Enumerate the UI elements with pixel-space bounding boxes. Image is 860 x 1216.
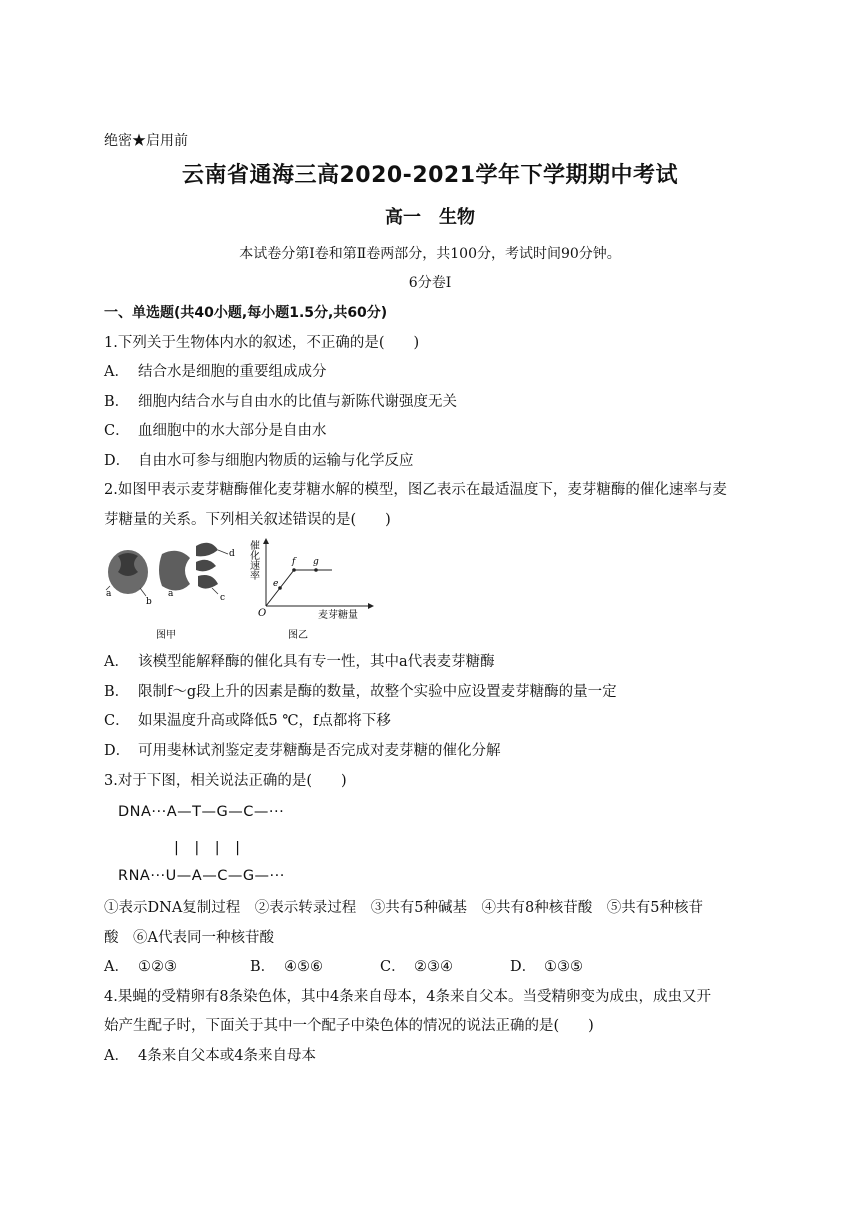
section-title: 一、单选题(共40小题,每小题1.5分,共60分) bbox=[104, 305, 388, 321]
base-pair-bonds: | | | | bbox=[174, 840, 241, 856]
option-text: 如果温度升高或降低5 ℃，f点都将下移 bbox=[138, 713, 391, 729]
point-e bbox=[278, 586, 282, 590]
option-letter: B． bbox=[104, 394, 130, 410]
q3-statements-line2: 酸 ⑥A代表同一种核苷酸 bbox=[104, 930, 274, 946]
option-text: ①②③ bbox=[138, 959, 177, 975]
dna-strand: DNA···A—T—G—C—··· bbox=[118, 804, 285, 820]
exam-info: 本试卷分第Ⅰ卷和第Ⅱ卷两部分，共100分，考试时间90分钟。 bbox=[239, 246, 621, 262]
label-a2: a bbox=[168, 589, 174, 599]
q4-stem-line2: 始产生配子时，下面关于其中一个配子中染色体的情况的说法正确的是( ) bbox=[104, 1018, 594, 1034]
label-c: c bbox=[220, 593, 226, 603]
option-text: 自由水可参与细胞内物质的运输与化学反应 bbox=[138, 453, 414, 469]
option-letter: C． bbox=[380, 959, 406, 975]
caption-figure-right: 图乙 bbox=[288, 630, 308, 641]
point-f bbox=[292, 568, 296, 572]
enzyme-shape-a2 bbox=[159, 551, 190, 591]
x-axis-arrow bbox=[368, 603, 374, 609]
product-shape-d-top bbox=[196, 543, 218, 557]
option-letter: B． bbox=[250, 959, 276, 975]
option-text: ②③④ bbox=[414, 959, 453, 975]
q3-option-b bbox=[250, 957, 380, 977]
q2-figure bbox=[100, 536, 400, 644]
option-text: 可用斐林试剂鉴定麦芽糖酶是否完成对麦芽糖的催化分解 bbox=[138, 743, 501, 759]
x-axis-label: 麦芽糖量 bbox=[318, 610, 358, 621]
option-text: ①③⑤ bbox=[544, 959, 583, 975]
q2-stem-line2: 芽糖量的关系。下列相关叙述错误的是( ) bbox=[104, 512, 391, 528]
label-d: d bbox=[229, 549, 235, 559]
enzyme-model bbox=[106, 543, 235, 641]
q1-option-d bbox=[104, 451, 414, 471]
q4-stem-line1: 4.果蝇的受精卵有8条染色体，其中4条来自母本，4条来自父本。当受精卵变为成虫，成虫又开 bbox=[104, 989, 712, 1005]
product-shape-d-mid bbox=[196, 560, 216, 572]
option-letter: D． bbox=[104, 743, 131, 759]
q2-option-c bbox=[104, 711, 391, 731]
option-text: 该模型能解释酶的催化具有专一性，其中a代表麦芽糖酶 bbox=[138, 654, 495, 670]
q3-stem: 3.对于下图，相关说法正确的是( ) bbox=[104, 773, 347, 789]
option-letter: A． bbox=[104, 654, 129, 670]
label-f: f bbox=[292, 557, 296, 567]
q2-option-d bbox=[104, 741, 501, 761]
q3-options bbox=[104, 957, 583, 977]
option-letter: A． bbox=[104, 959, 129, 975]
option-letter: A． bbox=[104, 364, 129, 380]
product-shape-c bbox=[198, 575, 218, 589]
label-g: g bbox=[313, 557, 319, 567]
q2-option-b bbox=[104, 682, 617, 702]
option-letter: D． bbox=[510, 959, 537, 975]
q1-option-c bbox=[104, 421, 327, 441]
q1-stem: 1.下列关于生物体内水的叙述，不正确的是( ) bbox=[104, 335, 420, 351]
option-letter: C． bbox=[104, 423, 130, 439]
option-text: 限制f～g段上升的因素是酶的数量，故整个实验中应设置麦芽糖酶的量一定 bbox=[138, 684, 617, 700]
option-letter: C． bbox=[104, 713, 130, 729]
point-g bbox=[314, 568, 318, 572]
q4-option-a bbox=[104, 1046, 316, 1066]
y-axis-arrow bbox=[263, 538, 269, 544]
q3-option-c bbox=[380, 957, 510, 977]
label-a: a bbox=[106, 589, 112, 599]
q3-option-d bbox=[510, 957, 583, 977]
rna-strand: RNA···U—A—C—G—··· bbox=[118, 868, 285, 884]
label-b: b bbox=[146, 597, 152, 607]
q1-option-b bbox=[104, 392, 457, 412]
option-text: ④⑤⑥ bbox=[284, 959, 323, 975]
option-letter: D． bbox=[104, 453, 131, 469]
q3-statements-line1: ①表示DNA复制过程 ②表示转录过程 ③共有5种碱基 ④共有8种核苷酸 ⑤共有5种核苷 bbox=[104, 900, 703, 916]
confidential-mark: 绝密★启用前 bbox=[104, 133, 188, 149]
caption-figure-left: 图甲 bbox=[156, 630, 176, 641]
y-axis-label: 催化速率 bbox=[247, 540, 259, 580]
q3-option-a bbox=[104, 957, 250, 977]
option-letter: B． bbox=[104, 684, 130, 700]
option-text: 血细胞中的水大部分是自由水 bbox=[138, 423, 327, 439]
option-text: 结合水是细胞的重要组成成分 bbox=[138, 364, 327, 380]
label-e: e bbox=[273, 579, 279, 589]
q2-option-a bbox=[104, 652, 495, 672]
exam-title: 云南省通海三高2020-2021学年下学期期中考试 bbox=[181, 163, 679, 188]
option-text: 细胞内结合水与自由水的比值与新陈代谢强度无关 bbox=[138, 394, 457, 410]
option-letter: A． bbox=[104, 1048, 129, 1064]
volume-label: 6分卷I bbox=[408, 275, 452, 291]
q2-stem-line1: 2.如图甲表示麦芽糖酶催化麦芽糖水解的模型，图乙表示在最适温度下，麦芽糖酶的催化速率与麦 bbox=[104, 482, 727, 498]
exam-subtitle: 高一 生物 bbox=[385, 207, 475, 228]
option-text: 4条来自父本或4条来自母本 bbox=[138, 1048, 316, 1064]
rate-graph bbox=[248, 538, 375, 641]
origin-label: O bbox=[258, 608, 267, 619]
q1-option-a bbox=[104, 362, 327, 382]
